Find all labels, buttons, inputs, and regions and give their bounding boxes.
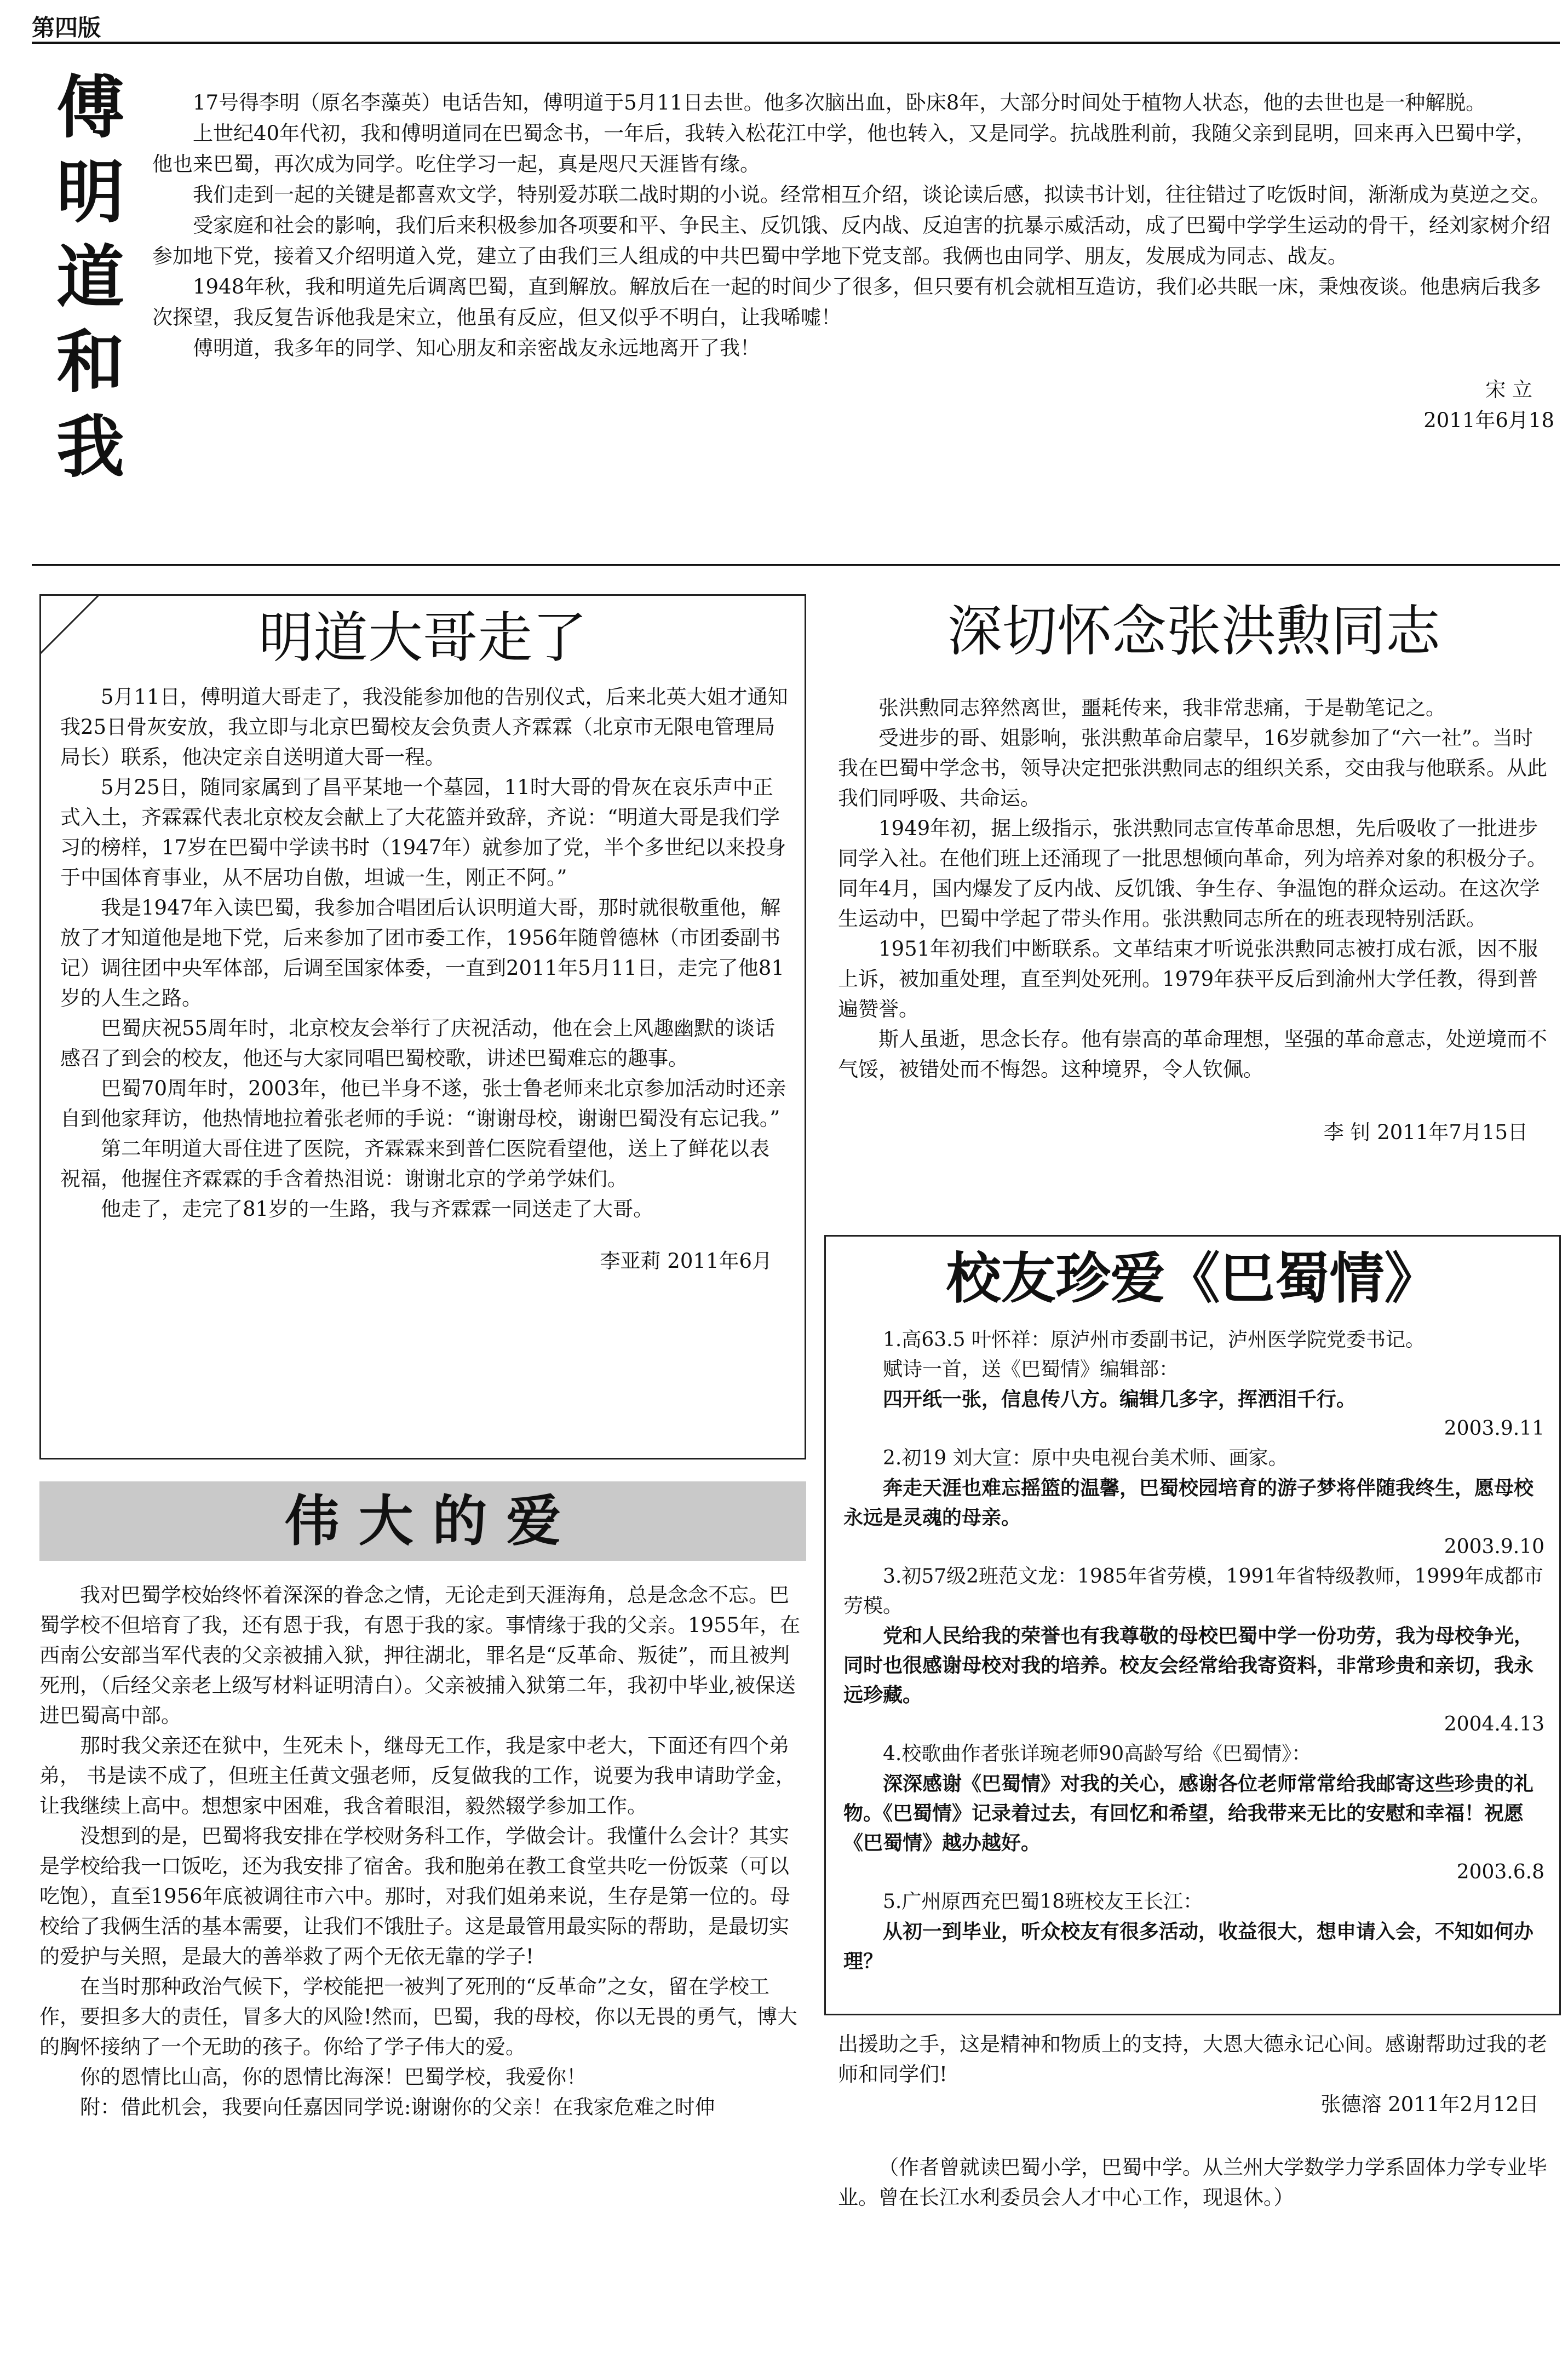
- testimonial-item: [843, 1562, 1544, 1739]
- paragraph: 5月11日，傅明道大哥走了，我没能参加他的告别仪式，后来北英大姐才通知我25日骨灰安放，我立即与北京巴蜀校友会负责人齐霖霖（北京市无限电管理局局长）联系，他决定亲自送明道大哥一程。: [60, 685, 788, 769]
- article-2-body: [60, 682, 789, 1276]
- page-label: 第四版: [32, 14, 101, 41]
- paragraph: 他走了，走完了81岁的一生路，我与齐霖霖一同送走了大哥。: [101, 1197, 654, 1221]
- paragraph: 我是1947年入读巴蜀，我参加合唱团后认识明道大哥，那时就很敬重他，解放了才知道他是地下党，后来参加了团市委工作，1956年随曾德林（市团委副书记）调往团中央军体部，后调至国家体委，一直到2011年5月11日，走完了他81岁的人生之路。: [60, 896, 784, 1010]
- date: 2011年6月18: [1423, 409, 1554, 432]
- paragraph: 没想到的是，巴蜀将我安排在学校财务科工作，学做会计。我懂什么会计？其实是学校给我一口饭吃，还为我安排了宿舍。我和胞弟在教工食堂共吃一份饭菜（可以吃饱），直至1956年底被调往市六中。那时，对我们姐弟来说，生存是第一位的。母校给了我俩生活的基本需要，让我们不饿肚子。这是最管用最实际的帮助，是最切实的爱护与关照，是最大的善举救了两个无依无靠的学子!: [39, 1824, 790, 1968]
- testimonial-item: [843, 1739, 1544, 1887]
- title-char: 我: [56, 408, 124, 487]
- paragraph: 那时我父亲还在狱中，生死未卜，继母无工作，我是家中老大，下面还有四个弟弟， 书是读不成了，但班主任黄文强老师，反复做我的工作，说要为我申请助学金，让我继续上高中。想想家中困难，我含着眼泪，毅然辍学参加工作。: [39, 1734, 796, 1818]
- article-3-continuation: [838, 2029, 1550, 2213]
- paragraph: 在当时那种政治气候下，学校能把一被判了死刑的“反革命”之女，留在学校工作，要担多大的责任，冒多大的风险!然而，巴蜀，我的母校，你以无畏的勇气，博大的胸怀接纳了一个无助的孩子。你给了学子伟大的爱。: [39, 1975, 797, 2059]
- paragraph: 出援助之手，这是精神和物质上的支持，大恩大德永记心间。感谢帮助过我的老师和同学们!: [838, 2032, 1547, 2086]
- article-1-body: [152, 88, 1554, 436]
- signature: 李亚莉 2011年6月: [600, 1249, 772, 1273]
- item-header: 2.初19 刘大宣：原中央电视台美术师、画家。: [883, 1447, 1288, 1469]
- testimonial-item: [843, 1325, 1544, 1444]
- header-rule: [32, 42, 1560, 44]
- paragraph: 附：借此机会，我要向任嘉因同学说:谢谢你的父亲！在我家危难之时伸: [80, 2095, 715, 2119]
- paragraph: 我对巴蜀学校始终怀着深深的眷念之情，无论走到天涯海角，总是念念不忘。巴蜀学校不但培育了我，还有恩于我，有恩于我的家。事情缘于我的父亲。1955年，在西南公安部当军代表的父亲被捕入狱，押往湖北，罪名是“反革命、叛徒”，而且被判死刑，（后经父亲老上级写材料证明清白）。父亲被捕入狱第二年，我初中毕业,被保送进巴蜀高中部。: [39, 1583, 801, 1727]
- item-date: 2003.9.11: [1444, 1417, 1544, 1440]
- paragraph: 17号得李明（原名李藻英）电话告知，傅明道于5月11日去世。他多次脑出血，卧床8年，大部分时间处于植物人状态，他的去世也是一种解脱。: [193, 91, 1486, 114]
- title-char: 和: [56, 323, 124, 402]
- paragraph: 受家庭和社会的影响，我们后来积极参加各项要和平、争民主、反饥饿、反内战、反迫害的抗暴示威活动，成了巴蜀中学学生运动的骨干，经刘家树介绍参加地下党，接着又介绍明道入党，建立了由我们三人组成的中共巴蜀中学地下党支部。我俩也由同学、朋友，发展成为同志、战友。: [152, 214, 1550, 268]
- paragraph: 5月25日，随同家属到了昌平某地一个墓园，11时大哥的骨灰在哀乐声中正式入土，齐霖霖代表北京校友会献上了大花篮并致辞，齐说：“明道大哥是我们学习的榜样，17岁在巴蜀中学读书时（1947年）就参加了党，半个多世纪以来投身于中国体育事业，从不居功自傲，坦诚一生，刚正不阿。”: [60, 775, 786, 889]
- article-4-body: [838, 693, 1550, 1147]
- paragraph: 上世纪40年代初，我和傅明道同在巴蜀念书，一年后，我转入松花江中学，他也转入，又是同学。抗战胜利前，我随父亲到昆明，回来再入巴蜀中学，他也来巴蜀，再次成为同学。吃住学习一起，真是咫尺天涯皆有缘。: [152, 122, 1536, 176]
- signature: 李 钊 2011年7月15日: [1323, 1120, 1528, 1144]
- item-subline: 赋诗一首，送《巴蜀情》编辑部：: [883, 1358, 1179, 1381]
- section-divider: [32, 564, 1560, 566]
- paragraph: 受进步的哥、姐影响，张洪勲革命启蒙早，16岁就参加了“六一社”。当时我在巴蜀中学念书，领导决定把张洪勲同志的组织关系，交由我与他联系。从此我们同呼吸、共命运。: [838, 726, 1547, 810]
- item-quote: 从初一到毕业，听众校友有很多活动，收益很大，想申请入会，不知如何办理？: [843, 1920, 1534, 1973]
- paragraph: 傅明道，我多年的同学、知心朋友和亲密战友永远地离开了我！: [193, 336, 760, 360]
- article-1-title: [49, 66, 131, 490]
- item-date: 2003.9.10: [1444, 1536, 1544, 1558]
- item-quote: 奔走天涯也难忘摇篮的温馨，巴蜀校园培育的游子梦将伴随我终生，愿母校永远是灵魂的母亲。: [843, 1476, 1534, 1529]
- author-note: （作者曾就读巴蜀小学，巴蜀中学。从兰州大学数学力学系固体力学专业毕业。曾在长江水利委员会人才中心工作，现退休。）: [838, 2156, 1547, 2209]
- paragraph: 斯人虽逝，思念长存。他有崇高的革命理想，坚强的革命意志，处逆境而不气馁，被错处而不悔怨。这种境界，令人钦佩。: [838, 1027, 1547, 1081]
- paragraph: 巴蜀庆祝55周年时，北京校友会举行了庆祝活动，他在会上风趣幽默的谈话感召了到会的校友，他还与大家同唱巴蜀校歌，讲述巴蜀难忘的趣事。: [60, 1016, 776, 1070]
- article-4-title: 深切怀念张洪勲同志: [947, 599, 1440, 663]
- article-3-body: [39, 1580, 806, 2122]
- article-3-title: 伟 大 的 爱: [284, 1489, 561, 1553]
- item-quote: 党和人民给我的荣誉也有我尊敬的母校巴蜀中学一份功劳，我为母校争光，同时也很感谢母校对我的培养。校友会经常给我寄资料，非常珍贵和亲切，我永远珍藏。: [843, 1624, 1534, 1706]
- item-header: 1.高63.5 叶怀祥：原泸州市委副书记，泸州医学院党委书记。: [883, 1329, 1425, 1351]
- testimonial-item: [843, 1887, 1544, 1976]
- signature: 张德溶 2011年2月12日: [1320, 2093, 1539, 2116]
- title-char: 道: [56, 238, 124, 317]
- item-header: 4.校歌曲作者张详琬老师90高龄写给《巴蜀情》：: [883, 1743, 1312, 1765]
- paragraph: 你的恩情比山高，你的恩情比海深！巴蜀学校，我爱你！: [80, 2065, 587, 2089]
- paragraph: 1949年初，据上级指示，张洪勲同志宣传革命思想，先后吸收了一批进步同学入社。在他们班上还涌现了一批思想倾向革命，列为培养对象的积极分子。同年4月，国内爆发了反内战、反饥饿、争生存、争温饱的群众运动。在这次学生运动中，巴蜀中学起了带头作用。张洪勲同志所在的班表现特别活跃。: [838, 817, 1547, 930]
- paragraph: 张洪勲同志猝然离世，噩耗传来，我非常悲痛，于是勒笔记之。: [878, 696, 1446, 720]
- item-header: 5.广州原西充巴蜀18班校友王长江：: [883, 1890, 1203, 1913]
- title-char: 明: [56, 153, 124, 232]
- item-date: 2003.6.8: [1456, 1861, 1544, 1883]
- article-5-title: 校友珍爱《巴蜀情》: [946, 1246, 1439, 1311]
- article-2-title: 明道大哥走了: [259, 606, 587, 670]
- paragraph: 1951年初我们中断联系。文革结束才听说张洪勲同志被打成右派，因不服上诉，被加重处理，直至判处死刑。1979年获平反后到渝州大学任教，得到普遍赞誉。: [838, 937, 1538, 1021]
- paragraph: 1948年秋，我和明道先后调离巴蜀，直到解放。解放后在一起的时间少了很多，但只要有机会就相互造访，我们必共眠一床，秉烛夜谈。他患病后我多次探望，我反复告诉他我是宋立，他虽有反应，但又似乎不明白，让我唏嘘！: [152, 275, 1542, 329]
- article-5-body: [843, 1325, 1544, 1976]
- title-char: 傅: [56, 68, 124, 147]
- item-header: 3.初57级2班范文龙：1985年省劳模，1991年省特级教师，1999年成都市劳模。: [843, 1565, 1543, 1617]
- paragraph: 第二年明道大哥住进了医院，齐霖霖来到普仁医院看望他，送上了鲜花以表祝福，他握住齐霖霖的手含着热泪说：谢谢北京的学弟学妹们。: [60, 1137, 769, 1191]
- paragraph: 巴蜀70周年时，2003年，他已半身不遂，张士鲁老师来北京参加活动时还亲自到他家拜访，他热情地拉着张老师的手说：“谢谢母校，谢谢巴蜀没有忘记我。”: [60, 1077, 786, 1130]
- item-quote: 四开纸一张，信息传八方。编辑几多字，挥洒泪千行。: [883, 1388, 1357, 1411]
- item-quote: 深深感谢《巴蜀情》对我的关心，感谢各位老师常常给我邮寄这些珍贵的礼物。《巴蜀情》记录着过去，有回忆和希望，给我带来无比的安慰和幸福！祝愿《巴蜀情》越办越好。: [843, 1772, 1534, 1854]
- author: 宋 立: [1485, 378, 1532, 401]
- testimonial-item: [843, 1444, 1544, 1562]
- item-date: 2004.4.13: [1444, 1713, 1544, 1736]
- paragraph: 我们走到一起的关键是都喜欢文学，特别爱苏联二战时期的小说。经常相互介绍，谈论读后感，拟读书计划，往往错过了吃饭时间，渐渐成为莫逆之交。: [193, 183, 1550, 206]
